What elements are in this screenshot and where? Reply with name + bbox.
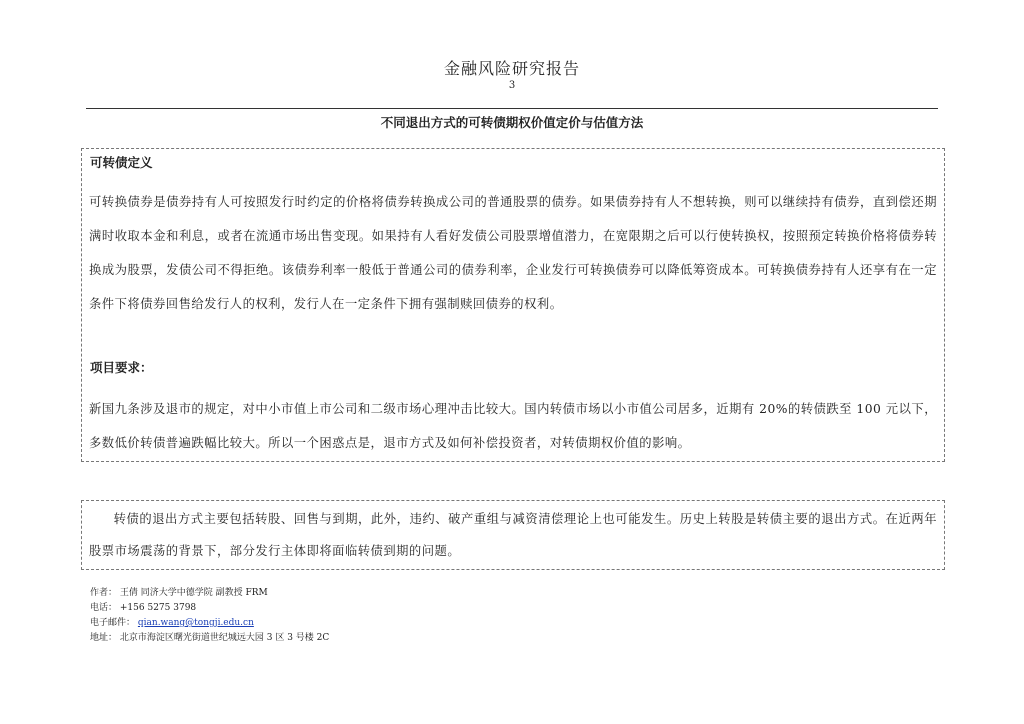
author-contact: [90, 586, 329, 646]
definition-heading: 可转债定义: [90, 155, 153, 170]
email-label: 电子邮件：: [90, 618, 136, 628]
phone-line: [90, 601, 329, 616]
header-divider: [86, 108, 938, 109]
report-title: 不同退出方式的可转债期权价值定价与估值方法: [380, 115, 644, 130]
requirements-text: 新国九条涉及退市的规定，对中小市值上市公司和二级市场心理冲击比较大。国内转债市场以小市值公司居多，近期有 20%的转债跌至 100 元以下，多数低价转债普遍跌幅比较大。所以一个困惑点是，退市方式及如何补偿投资者，对转债期权价值的影响。: [89, 402, 937, 450]
author-label: 作者：: [90, 588, 118, 598]
author-value: 王倩 同济大学中德学院 副教授 FRM: [119, 588, 268, 598]
page-number: 3: [508, 80, 516, 91]
address-label: 地址：: [90, 633, 118, 643]
author-line: [90, 586, 329, 601]
intro-box: [81, 500, 945, 570]
intro-text: 转债的退出方式主要包括转股、回售与到期，此外，违约、破产重组与减资清偿理论上也可能发生。历史上转股是转债主要的退出方式。在近两年股票市场震荡的背景下，部分发行主体即将面临转债到期的问题。: [89, 512, 937, 558]
address-line: [90, 631, 329, 646]
definition-box: [81, 148, 945, 462]
email-link[interactable]: qian.wang@tongji.edu.cn: [137, 618, 254, 628]
phone-label: 电话：: [90, 603, 118, 613]
phone-value: +156 5275 3798: [119, 603, 197, 613]
email-line: [90, 616, 329, 631]
requirements-heading: 项目要求：: [90, 360, 153, 375]
definition-text: 可转换债券是债券持有人可按照发行时约定的价格将债券转换成公司的普通股票的债券。如果债券持有人不想转换，则可以继续持有债券，直到偿还期满时收取本金和利息，或者在流通市场出售变现。如果持有人看好发债公司股票增值潜力，在宽限期之后可以行使转换权，按照预定转换价格将债券转换成为股票，发债公司不得拒绝。该债券利率一般低于普通公司的债券利率，企业发行可转换债券可以降低筹资成本。可转换债券持有人还享有在一定条件下将债券回售给发行人的权利，发行人在一定条件下拥有强制赎回债券的权利。: [89, 195, 937, 311]
report-series-title: 金融风险研究报告: [443, 59, 580, 78]
address-value: 北京市海淀区曙光街道世纪城远大园 3 区 3 号楼 2C: [119, 633, 330, 643]
